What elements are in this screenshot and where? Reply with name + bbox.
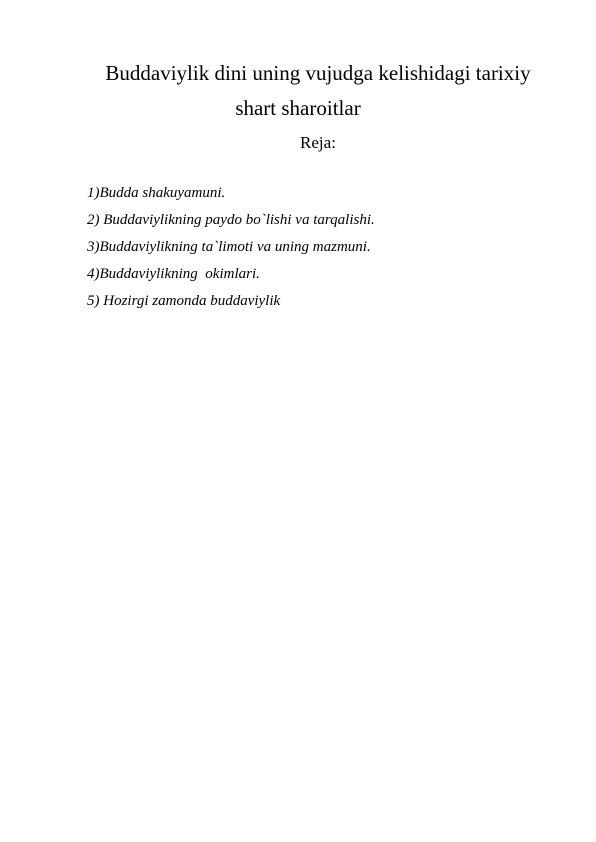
plan-list: [87, 180, 375, 315]
plan-heading: Reja:: [300, 133, 336, 152]
plan-item-1: 1)Budda shakuyamuni.: [87, 185, 226, 201]
document-title-line-1: Buddaviylik dini uning vujudga kelishidagi tarixiy: [105, 61, 531, 85]
document-title-line-2: shart sharoitlar: [235, 96, 361, 120]
plan-item-3: 3)Buddaviylikning ta`limoti va uning mazmuni.: [87, 239, 371, 255]
plan-item-5: 5) Hozirgi zamonda buddaviylik: [87, 293, 281, 309]
plan-item-2: 2) Buddaviylikning paydo bo`lishi va tarqalishi.: [87, 212, 375, 228]
plan-item-4: 4)Buddaviylikning okimlari.: [87, 266, 260, 282]
